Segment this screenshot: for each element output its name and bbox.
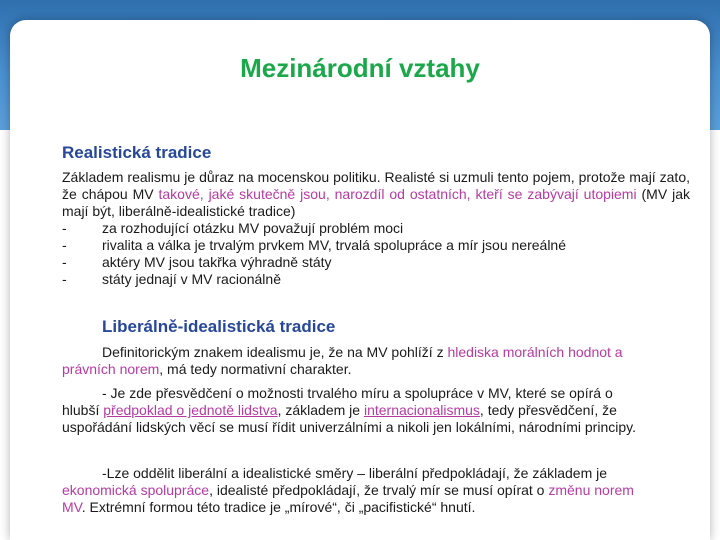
liberal-para-2-text: - Je zde přesvědčení o možnosti trvalého míru a spolupráce v MV, které se opírá o hlubší — [62, 385, 613, 418]
liberal-para-2-highlight: předpoklad o jednotě lidstva — [103, 402, 278, 418]
liberal-para-3-text-end: . Extrémní formou této tradice je „mírové“, či „pacifistické“ hnutí. — [81, 499, 476, 515]
liberal-para-2-highlight-2: internacionalismus — [363, 402, 480, 418]
realist-bullet — [62, 271, 682, 288]
liberal-heading: Liberálně-idealistická tradice — [102, 317, 336, 336]
realist-bullet — [62, 237, 682, 254]
liberal-para-3-text: -Lze oddělit liberální a idealistické směry – liberální předpokládají, že základem je — [102, 465, 608, 481]
realist-bullet — [62, 254, 682, 271]
bullet-text: za rozhodující otázku MV považují problém moci — [102, 220, 404, 236]
liberal-para-1-text-end: , má tedy normativní charakter. — [159, 361, 352, 377]
realist-intro — [62, 169, 690, 220]
liberal-para-2-text-mid: , základem je — [277, 402, 364, 418]
bullet-text: rivalita a válka je trvalým prvkem MV, trvalá spolupráce a mír jsou nereálné — [102, 237, 567, 253]
liberal-para-3 — [62, 465, 640, 516]
slide-title: Mezinárodní vztahy — [240, 53, 480, 83]
bullet-dash: - — [62, 271, 67, 287]
bullet-dash: - — [62, 220, 67, 236]
bullet-dash: - — [62, 237, 67, 253]
realist-bullet — [62, 220, 682, 237]
liberal-para-3-text-mid: , idealisté předpokládají, že trvalý mír se musí opírat o — [209, 482, 549, 498]
bullet-text: státy jednají v MV racionálně — [102, 271, 281, 287]
bullet-text: aktéry MV jsou takřka výhradně státy — [102, 254, 332, 270]
liberal-para-2 — [62, 385, 640, 436]
liberal-para-3-highlight: ekonomická spolupráce — [62, 482, 210, 498]
bullet-dash: - — [62, 254, 67, 270]
realist-heading: Realistická tradice — [62, 143, 212, 162]
liberal-para-3-highlight-2: změnu norem MV — [62, 482, 634, 515]
realist-intro-text: Základem realismu je důraz na mocenskou politiku. Realisté si uzmuli tento pojem, protože mají zato, že chápou MV — [62, 169, 690, 202]
liberal-para-1-text: Definitorickým znakem idealismu je, že na MV pohlíží z — [102, 344, 448, 360]
realist-intro-highlight: takové, jaké skutečně jsou, narozdíl od ostatních, kteří se zabývají utopiemi — [158, 186, 637, 202]
liberal-para-2-text-end: , tedy přesvědčení, že uspořádání lidských věcí se musí řídit univerzálními a nikoli jen lokálními, národními principy. — [62, 402, 636, 435]
liberal-para-1 — [62, 344, 640, 378]
realist-intro-text-end: (MV jak mají být, liberálně-idealistické tradice) — [62, 186, 690, 219]
liberal-para-1-highlight: hlediska morálních hodnot a právních norem — [62, 344, 623, 377]
